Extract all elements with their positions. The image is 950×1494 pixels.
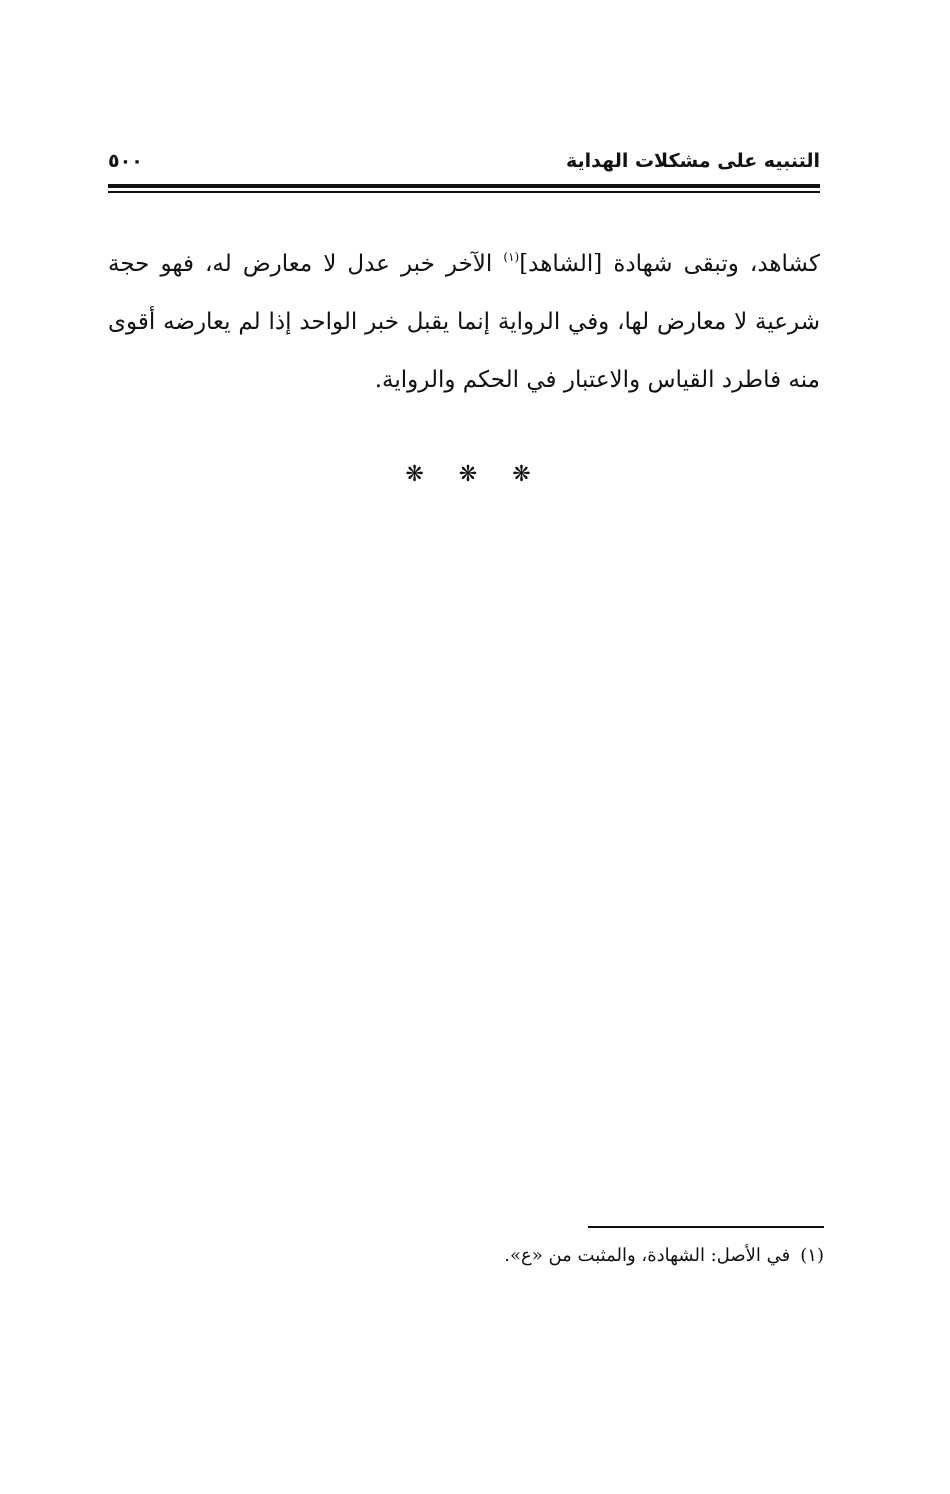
header-rule-thick (108, 184, 820, 188)
footnote-rule (588, 1226, 824, 1228)
page-header (108, 148, 820, 180)
body-line-1-end: الآخر خبر عدل لا معارض له، فهو حجة (108, 251, 504, 277)
section-separator: ❋ ❋ ❋ (405, 462, 545, 487)
body-text (108, 228, 820, 409)
body-line-1 (108, 228, 820, 293)
body-line-2: شرعية لا معارض لها، وفي الرواية إنما يقبل خبر الواحد إذا لم يعارضه أقوى (108, 309, 820, 335)
footnote-text: في الأصل: الشهادة، والمثبت من «ع». (504, 1245, 791, 1266)
page-number: ٥٠٠ (108, 150, 143, 172)
running-title: التنبيه على مشكلات الهداية (566, 150, 820, 172)
body-line-1-start: كشاهد، وتبقى شهادة [الشاهد] (519, 251, 820, 277)
body-line-3: منه فاطرد القياس والاعتبار في الحكم والرواية. (374, 367, 820, 393)
header-rule-thin (108, 191, 820, 193)
footnote-number: (١) (800, 1245, 824, 1266)
footnote-reference[interactable]: (١) (503, 250, 520, 264)
footnote (108, 1240, 824, 1272)
